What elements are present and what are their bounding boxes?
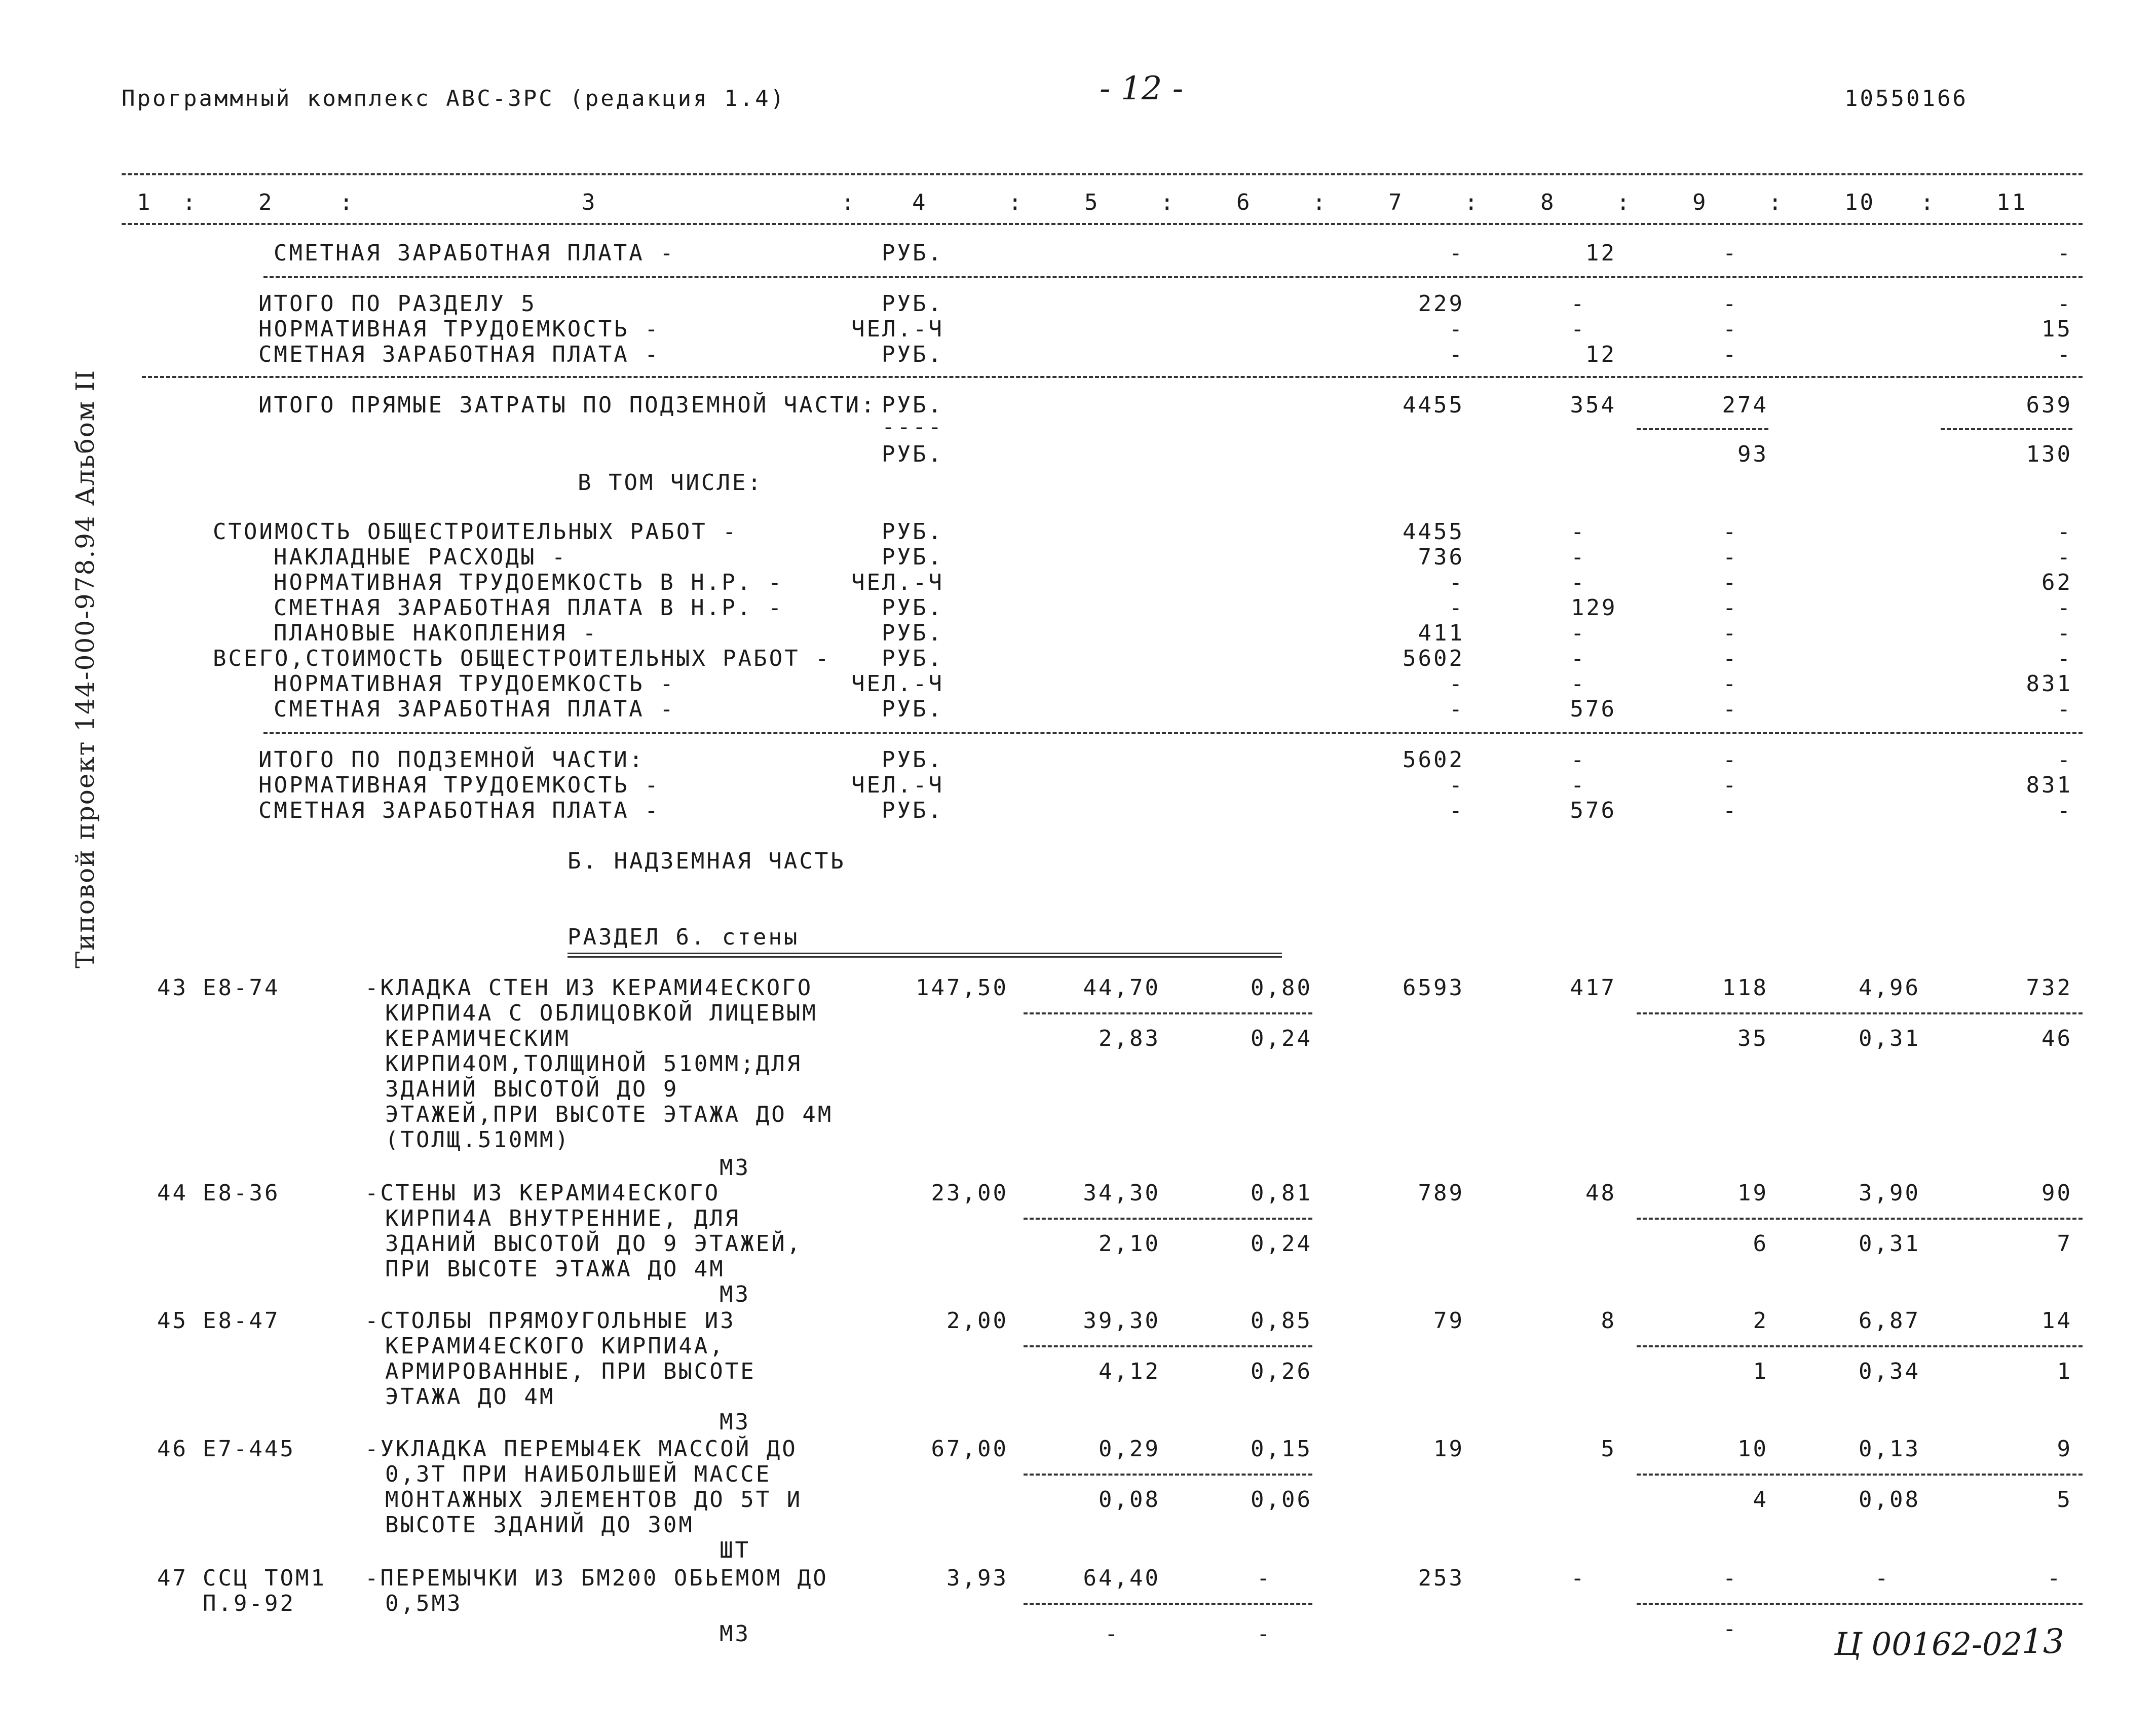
item-desc-line: ПРИ ВЫСОТЕ ЭТАЖА ДО 4М [385,1256,725,1282]
split-rule [1637,1603,2083,1605]
item-col9-sub: 6 [1753,1231,1768,1257]
summary-label: ИТОГО ПРЯМЫЕ ЗАТРАТЫ ПО ПОДЗЕМНОЙ ЧАСТИ: [258,392,877,418]
item-col9-sub: 1 [1753,1358,1768,1384]
item-desc-line: ЭТАЖА ДО 4М [385,1384,555,1410]
item-desc-line: КЕРАМИ4ЕСКОГО КИРПИ4А, [385,1333,725,1359]
summary-col9: - [1723,798,1738,823]
split-rule [1024,1474,1312,1476]
item-desc-line: -УКЛАДКА ПЕРЕМЫ4ЕК МАССОЙ ДО [365,1436,798,1462]
summary-col8: - [1571,671,1586,697]
side-project-stamp: Типовой проект 144-000-978.94 Альбом II [70,369,100,969]
summary-col8: 576 [1570,798,1616,823]
item-col6: 0,81 [1251,1180,1312,1206]
item-col8: 5 [1601,1436,1616,1462]
item-col8: 48 [1585,1180,1616,1206]
summary-col7: - [1449,342,1464,367]
item-col8: - [1571,1565,1586,1591]
split-rule [1637,1218,2083,1220]
summary-col7: - [1449,772,1464,798]
summary-col9: - [1723,620,1738,646]
item-desc-line: КЕРАМИЧЕСКИМ [385,1026,571,1051]
split-rule [1024,1012,1312,1014]
summary-unit: РУБ. [882,595,943,621]
column-header: 1 [137,190,153,215]
summary-col7: 411 [1418,620,1464,646]
item-code-line2: П.9-92 [203,1591,295,1616]
column-header: 4 [912,190,928,215]
item-desc-line: -СТОЛБЫ ПРЯМОУГОЛЬНЫЕ ИЗ [365,1308,736,1334]
summary-col8: - [1571,519,1586,545]
item-col11: - [2047,1565,2063,1591]
summary-col11: - [2057,747,2072,773]
footer-stamp: Ц 00162-02 [1834,1626,2022,1663]
summary-label: СМЕТНАЯ ЗАРАБОТНАЯ ПЛАТА - [274,240,675,266]
summary-col9: - [1723,772,1738,798]
summary-col8: - [1571,646,1586,671]
summary-rule [263,276,2083,278]
item-col9: 118 [1722,975,1768,1001]
item-col6: 0,80 [1251,975,1312,1001]
item-col6-sub: 0,26 [1251,1358,1312,1384]
item-unit: М3 [720,1621,750,1647]
item-col9: 2 [1753,1308,1768,1334]
item-col10: - [1875,1565,1891,1591]
summary-col9: - [1723,291,1738,317]
item-col5-sub: - [1105,1621,1120,1647]
item-col9-sub: 35 [1737,1026,1768,1051]
summary-label: НАКЛАДНЫЕ РАСХОДЫ - [274,544,568,570]
item-col7: 6593 [1403,975,1464,1001]
summary-label: СМЕТНАЯ ЗАРАБОТНАЯ ПЛАТА - [274,696,675,722]
summary-col11: - [2057,342,2072,367]
item-col6: - [1257,1565,1272,1591]
summary-unit: РУБ. [882,342,943,367]
summary-col9: - [1723,747,1738,773]
item-col10: 3,90 [1859,1180,1920,1206]
summary-col8: - [1571,291,1586,317]
header-rule-top [122,173,2083,175]
summary-col9: - [1723,595,1738,621]
item-desc-line: КИРПИ4А ВНУТРЕННИЕ, ДЛЯ [385,1205,741,1231]
summary-col7: 4455 [1403,519,1464,545]
summary-col8: - [1571,570,1586,595]
item-col6-sub: 0,24 [1251,1026,1312,1051]
item-col9-sub: - [1723,1616,1738,1642]
footer-page-number: 13 [2022,1622,2064,1661]
summary-col11: 15 [2041,316,2072,342]
summary-col8: 576 [1570,696,1616,722]
estimate-page: Типовой проект 144-000-978.94 Альбом II Программный комплекс АВС-ЗРС (редакция 1.4) - 12 - 10550166 1 2 3 4 5 6 7 8 9 10 11 : : : : : : : : : : СМЕТНАЯ ЗАРАБОТНАЯ ПЛАТА - РУБ. - 12 - - ИТОГО ПО РАЗДЕЛУ 5 РУБ. 229 - - - НОРМАТИВНАЯ ТРУДОЕМКОСТЬ - ЧЕЛ.-Ч - - - 15 СМЕТНАЯ ЗАРАБОТНАЯ ПЛАТА - РУБ. - 12 - - ИТОГО ПРЯМЫЕ ЗАТРАТЫ ПО ПОДЗЕМНОЙ ЧАСТИ: РУБ. 4455 354 274 639 ---- РУБ. 93 130 В ТОМ ЧИСЛЕ: СТОИМОСТЬ ОБЩЕСТРОИТЕЛЬНЫХ РАБОТ - РУБ. 4455 - - - НАКЛАДНЫЕ РАСХОДЫ - РУБ. 736 - - - НОРМАТИВНАЯ ТРУДОЕМКОСТЬ В Н.Р. - ЧЕЛ.-Ч - - - 62 СМЕТНАЯ ЗАРАБОТНАЯ ПЛАТА В Н.Р. - РУБ. - 129 - - ПЛАНОВЫЕ НАКОПЛЕНИЯ - РУБ. 411 - - - ВСЕГО,СТОИМОСТЬ ОБЩЕСТРОИТЕЛЬНЫХ РАБОТ - РУБ. 5602 - - - НОРМАТИВНАЯ ТРУДОЕМКОСТЬ - ЧЕЛ.-Ч - - - 831 СМЕТНАЯ ЗАРАБОТНАЯ ПЛАТА - РУБ. - 576 - - ИТОГО ПО ПОДЗЕМНОЙ ЧАСТИ: РУБ. 5602 - - - НОРМАТИВНАЯ ТРУДОЕМКОСТЬ - ЧЕЛ.-Ч - - - 831 СМЕТНАЯ ЗАРАБОТНАЯ ПЛАТА - РУБ. - 576 - - Б. НАДЗЕМНАЯ ЧАСТЬ РАЗДЕЛ 6. стены 43 Е8-74 -КЛАДКА СТЕН ИЗ КЕРАМИ4ЕСКОГО КИРПИ4А С ОБЛИЦОВКОЙ ЛИЦЕВЫМ КЕРАМИЧЕСКИМ КИРПИ4ОМ,ТОЛЩИНОЙ 510ММ;ДЛЯ ЗДАНИЙ ВЫСОТОЙ ДО 9 ЭТАЖЕЙ,ПРИ ВЫСОТЕ ЭТАЖА ДО 4М (ТОЛЩ.510ММ) М3 147,50 44,70 0,80 6593 417 118 4,96 732 2,83 0,24 35 0,31 46 44 Е8-36 -СТЕНЫ ИЗ КЕРАМИ4ЕСКОГО КИРПИ4А ВНУТРЕННИЕ, ДЛЯ ЗДАНИЙ ВЫСОТОЙ ДО 9 ЭТАЖЕЙ, ПРИ ВЫСОТЕ ЭТАЖА ДО 4М М3 23,00 34,30 0,81 789 48 19 3,90 90 2,10 0,24 6 0,31 7 45 Е8-47 -СТОЛБЫ ПРЯМОУГОЛЬНЫЕ ИЗ КЕРАМИ4ЕСКОГО КИРПИ4А, АРМИРОВАННЫЕ, ПРИ ВЫСОТЕ ЭТАЖА ДО 4М М3 2,00 39,30 0,85 79 8 2 6,87 14 4,12 0,26 1 0,34 1 46 Е7-445 -УКЛАДКА ПЕРЕМЫ4ЕК МАССОЙ ДО 0,3Т ПРИ НАИБОЛЬШЕЙ МАССЕ МОНТАЖНЫХ ЭЛЕМЕНТОВ ДО 5Т И ВЫСОТЕ ЗДАНИЙ ДО 30М ШТ 67,00 0,29 0,15 19 5 10 0,13 9 0,08 0,06 4 0,08 5 47 ССЦ ТОМ1 П.9-92 -ПЕРЕМЫЧКИ ИЗ БМ200 ОБЬЕМОМ ДО 0,5М3 М3 3,93 64,40 - 253 - - - - - - - Ц 00162-02 13 [0,0,2155,1736]
item-desc-line: -КЛАДКА СТЕН ИЗ КЕРАМИ4ЕСКОГО [365,975,813,1001]
item-col8: 417 [1570,975,1616,1001]
summary-col9: - [1723,671,1738,697]
summary-col7: 5602 [1403,646,1464,671]
summary-col8: - [1571,747,1586,773]
item-col5: 0,29 [1099,1436,1160,1462]
subtotal-dash: ---- [882,414,943,440]
item-col10: 4,96 [1859,975,1920,1001]
item-col6-sub: 0,24 [1251,1231,1312,1257]
item-col10-sub: 0,34 [1859,1358,1920,1384]
item-col4: 3,93 [947,1565,1008,1591]
summary-col11: - [2057,240,2072,266]
summary-col8: - [1571,772,1586,798]
document-number: 10550166 [1844,86,1968,111]
page-mark: - 12 - [1100,70,1184,107]
summary-col9: - [1723,240,1738,266]
item-col11-sub: 5 [2057,1487,2072,1513]
summary-col8: 12 [1585,240,1616,266]
item-code: Е8-74 [203,975,280,1001]
item-code: Е8-36 [203,1180,280,1206]
summary-col7: 4455 [1403,392,1464,418]
summary-label: НОРМАТИВНАЯ ТРУДОЕМКОСТЬ - [274,671,675,697]
summary-col7: 5602 [1403,747,1464,773]
item-col5: 39,30 [1083,1308,1160,1334]
summary-col9: - [1723,342,1738,367]
summary-col9: - [1723,519,1738,545]
item-col11-sub: 7 [2057,1231,2072,1257]
summary-col11: - [2057,595,2072,621]
summary-rule [142,376,2083,378]
summary-label: СТОИМОСТЬ ОБЩЕСТРОИТЕЛЬНЫХ РАБОТ - [213,519,738,545]
summary-col7: - [1449,671,1464,697]
summary-unit: РУБ. [882,392,943,418]
summary-rule [263,732,2083,734]
subtotal-rule [1637,428,1768,430]
item-number: 44 [157,1180,188,1206]
item-col11: 90 [2041,1180,2072,1206]
split-rule [1024,1345,1312,1347]
summary-col11: - [2057,519,2072,545]
summary-col11: - [2057,544,2072,570]
section-title: РАЗДЕЛ 6. стены [568,924,800,950]
program-title: Программный комплекс АВС-ЗРС (редакция 1.4) [122,86,786,111]
item-col5-sub: 4,12 [1099,1358,1160,1384]
item-col5: 64,40 [1083,1565,1160,1591]
item-unit: М3 [720,1409,750,1435]
summary-label: СМЕТНАЯ ЗАРАБОТНАЯ ПЛАТА - [258,342,660,367]
summary-col7: 229 [1418,291,1464,317]
item-col10-sub: 0,08 [1859,1487,1920,1513]
summary-col9: - [1723,316,1738,342]
item-desc-line: -ПЕРЕМЫЧКИ ИЗ БМ200 ОБЬЕМОМ ДО [365,1565,828,1591]
summary-col7: - [1449,240,1464,266]
item-number: 43 [157,975,188,1001]
column-header: 5 [1084,190,1100,215]
summary-unit: ЧЕЛ.-Ч [851,316,944,342]
item-col7: 253 [1418,1565,1464,1591]
summary-label: ИТОГО ПО РАЗДЕЛУ 5 [258,291,537,317]
column-header: 2 [258,190,274,215]
summary-col8: - [1571,316,1586,342]
split-rule [1637,1345,2083,1347]
summary-unit: РУБ. [882,441,943,467]
summary-unit: ЧЕЛ.-Ч [851,772,944,798]
item-desc-line: (ТОЛЩ.510ММ) [385,1127,571,1153]
item-desc-line: АРМИРОВАННЫЕ, ПРИ ВЫСОТЕ [385,1358,756,1384]
item-desc-line: МОНТАЖНЫХ ЭЛЕМЕНТОВ ДО 5Т И [385,1487,803,1513]
summary-label: СМЕТНАЯ ЗАРАБОТНАЯ ПЛАТА В Н.Р. - [274,595,784,621]
summary-unit: РУБ. [882,291,943,317]
summary-col8: 354 [1570,392,1616,418]
summary-unit: РУБ. [882,544,943,570]
item-col7: 19 [1433,1436,1464,1462]
column-header: 7 [1388,190,1404,215]
item-col10-sub: 0,31 [1859,1026,1920,1051]
summary-label: НОРМАТИВНАЯ ТРУДОЕМКОСТЬ В Н.Р. - [274,570,784,595]
item-col9: 19 [1737,1180,1768,1206]
split-rule [1637,1012,2083,1014]
summary-col8: - [1571,544,1586,570]
item-col4: 23,00 [931,1180,1008,1206]
summary-col9: - [1723,696,1738,722]
summary-col9: 274 [1722,392,1768,418]
subtotal-rule [1941,428,2072,430]
header-rule-bottom [122,223,2083,225]
split-rule [1024,1603,1312,1605]
summary-col11: - [2057,291,2072,317]
item-col6-sub: - [1257,1621,1272,1647]
summary-col8: 12 [1585,342,1616,367]
summary-col11: - [2057,620,2072,646]
item-col10: 6,87 [1859,1308,1920,1334]
summary-col7: - [1449,595,1464,621]
item-col6: 0,15 [1251,1436,1312,1462]
item-unit: М3 [720,1155,750,1181]
summary-col9: 93 [1737,441,1768,467]
summary-unit: РУБ. [882,240,943,266]
item-col11: 14 [2041,1308,2072,1334]
column-header: 10 [1844,190,1875,215]
item-col4: 2,00 [947,1308,1008,1334]
item-number: 45 [157,1308,188,1334]
summary-col11: 62 [2041,570,2072,595]
summary-label: ИТОГО ПО ПОДЗЕМНОЙ ЧАСТИ: [258,747,645,773]
item-col10-sub: 0,31 [1859,1231,1920,1257]
summary-unit: ЧЕЛ.-Ч [851,671,944,697]
item-col5: 44,70 [1083,975,1160,1001]
summary-col9: - [1723,570,1738,595]
item-unit: ШТ [720,1537,750,1563]
item-col11: 9 [2057,1436,2072,1462]
column-header: 11 [1996,190,2027,215]
item-col10: 0,13 [1859,1436,1920,1462]
column-header: 8 [1540,190,1556,215]
column-header: 6 [1236,190,1252,215]
item-col9-sub: 4 [1753,1487,1768,1513]
item-col6-sub: 0,06 [1251,1487,1312,1513]
summary-unit: РУБ. [882,620,943,646]
item-col11-sub: 46 [2041,1026,2072,1051]
summary-col8: - [1571,620,1586,646]
summary-unit: РУБ. [882,519,943,545]
part-title: Б. НАДЗЕМНАЯ ЧАСТЬ [568,848,846,874]
item-desc-line: 0,3Т ПРИ НАИБОЛЬШЕЙ МАССЕ [385,1461,772,1487]
item-col5-sub: 0,08 [1099,1487,1160,1513]
item-col11-sub: 1 [2057,1358,2072,1384]
item-number: 46 [157,1436,188,1462]
summary-label: СМЕТНАЯ ЗАРАБОТНАЯ ПЛАТА - [258,798,660,823]
summary-col7: - [1449,798,1464,823]
item-desc-line: ВЫСОТЕ ЗДАНИЙ ДО 30М [385,1512,694,1538]
summary-col11: 831 [2026,671,2072,697]
summary-label: НОРМАТИВНАЯ ТРУДОЕМКОСТЬ - [258,316,660,342]
item-desc-line: ЭТАЖЕЙ,ПРИ ВЫСОТЕ ЭТАЖА ДО 4М [385,1102,834,1127]
item-desc-line: ЗДАНИЙ ВЫСОТОЙ ДО 9 ЭТАЖЕЙ, [385,1231,803,1257]
summary-unit: РУБ. [882,696,943,722]
item-unit: М3 [720,1281,750,1307]
column-header: 3 [582,190,597,215]
summary-label: ВСЕГО,СТОИМОСТЬ ОБЩЕСТРОИТЕЛЬНЫХ РАБОТ - [213,646,831,671]
summary-label: НОРМАТИВНАЯ ТРУДОЕМКОСТЬ - [258,772,660,798]
item-code: Е7-445 [203,1436,295,1462]
split-rule [1024,1218,1312,1220]
item-desc-line: КИРПИ4А С ОБЛИЦОВКОЙ ЛИЦЕВЫМ [385,1000,818,1026]
item-col6: 0,85 [1251,1308,1312,1334]
summary-label: ПЛАНОВЫЕ НАКОПЛЕНИЯ - [274,620,598,646]
summary-col7: 736 [1418,544,1464,570]
item-desc-line: -СТЕНЫ ИЗ КЕРАМИ4ЕСКОГО [365,1180,721,1206]
summary-col9: - [1723,646,1738,671]
item-col7: 79 [1433,1308,1464,1334]
summary-col11: - [2057,646,2072,671]
summary-col9: - [1723,544,1738,570]
item-col8: 8 [1601,1308,1616,1334]
item-col7: 789 [1418,1180,1464,1206]
item-col9: 10 [1737,1436,1768,1462]
item-col5-sub: 2,10 [1099,1231,1160,1257]
item-desc-line: 0,5М3 [385,1591,463,1616]
summary-col7: - [1449,316,1464,342]
section-double-rule [568,953,1282,958]
item-desc-line: КИРПИ4ОМ,ТОЛЩИНОЙ 510ММ;ДЛЯ [385,1051,803,1077]
summary-unit: РУБ. [882,798,943,823]
summary-col11: 639 [2026,392,2072,418]
column-header: 9 [1692,190,1708,215]
summary-label: В ТОМ ЧИСЛЕ: [578,470,763,496]
item-code: ССЦ ТОМ1 [203,1565,326,1591]
summary-col7: - [1449,570,1464,595]
item-col11: 732 [2026,975,2072,1001]
item-col4: 147,50 [916,975,1008,1001]
item-code: Е8-47 [203,1308,280,1334]
item-col4: 67,00 [931,1436,1008,1462]
summary-col11: - [2057,798,2072,823]
summary-col8: 129 [1571,595,1617,621]
summary-col11: 130 [2026,441,2072,467]
item-col9: - [1723,1565,1738,1591]
summary-col11: 831 [2026,772,2072,798]
split-rule [1637,1474,2083,1476]
summary-col11: - [2057,696,2072,722]
summary-col7: - [1449,696,1464,722]
summary-unit: РУБ. [882,747,943,773]
item-col5-sub: 2,83 [1099,1026,1160,1051]
item-number: 47 [157,1565,188,1591]
item-col5: 34,30 [1083,1180,1160,1206]
item-desc-line: ЗДАНИЙ ВЫСОТОЙ ДО 9 [385,1076,679,1102]
summary-unit: ЧЕЛ.-Ч [851,570,944,595]
summary-unit: РУБ. [882,646,943,671]
